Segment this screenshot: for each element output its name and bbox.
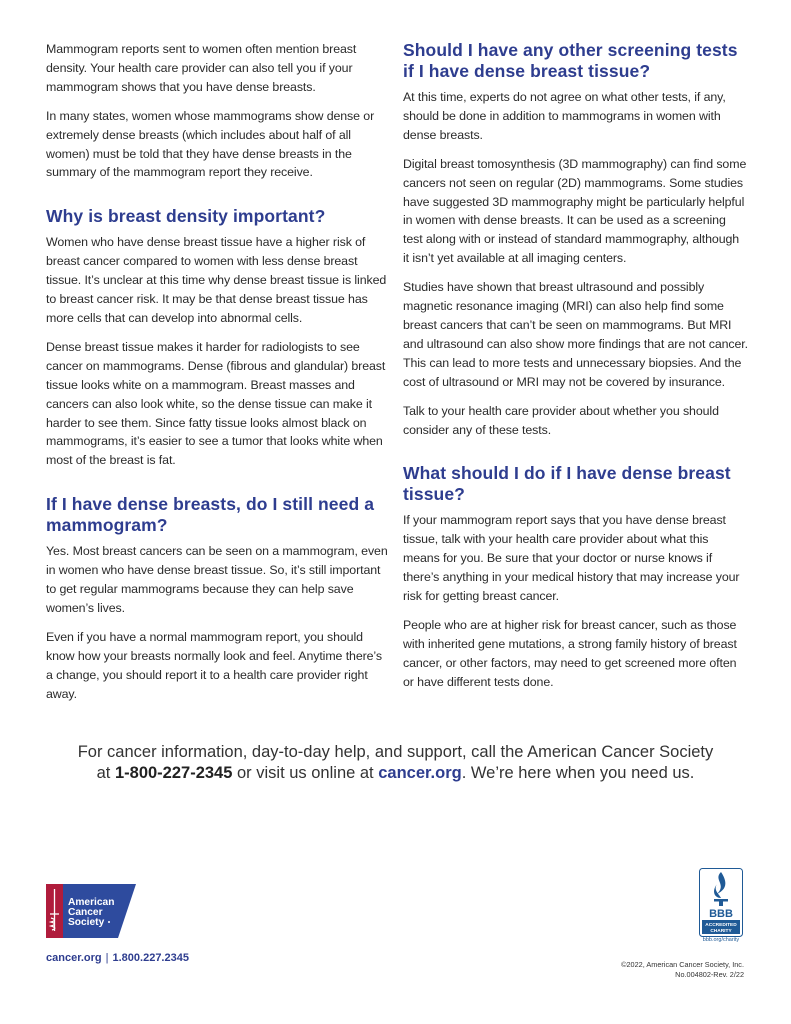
website-link[interactable]: cancer.org	[378, 764, 462, 782]
section-heading-other-tests: Should I have any other screening tests if I have dense breast tissue?	[403, 40, 738, 81]
section-heading-what-to-do: What should I do if I have dense breast tissue?	[403, 463, 731, 505]
section-paragraph: Digital breast tomosynthesis (3D mammography) can find some cancers not seen on regular (2D) mammograms. Some studies have suggested 3D mammography might be particularly helpful in women with dense breasts. It can be used as a screening test along with or instead of standard mammography, although it isn’t yet available at all imaging centers.	[403, 156, 747, 266]
svg-text:BBB: BBB	[709, 908, 733, 920]
section-paragraph: Studies have shown that breast ultrasound and possibly magnetic resonance imaging (MRI) can also help find some breast cancers that can’t be seen on mammograms. But MRI and ultrasound can also show more findings that are not cancer. This can lead to more tests and unnecessary biopsies. And the cost of ultrasound or MRI may not be covered by insurance.	[403, 280, 748, 389]
section-paragraph: Yes. Most breast cancers can be seen on a mammogram, even in women who have dense breast tissue. So, it’s still important to get regular mammograms because they can help save women’s lives.	[46, 544, 388, 615]
bbb-url[interactable]: bbb.org/charity	[702, 937, 740, 943]
section-paragraph: Women who have dense breast tissue have a higher risk of breast cancer compared to women with less dense breast tissue. It’s unclear at this time why dense breast tissue is linked to breast cancer risk. It may be that dense breast tissue has more cells that can develop into abnormal cells.	[46, 235, 387, 325]
section-paragraph: Talk to your health care provider about whether you should consider any of these tests.	[403, 403, 719, 437]
svg-text:ACCREDITED: ACCREDITED	[705, 923, 737, 928]
separator: |	[105, 952, 109, 964]
svg-text:Society: Society	[68, 917, 105, 928]
right-column	[403, 40, 748, 702]
contact-website[interactable]: cancer.org	[46, 952, 102, 964]
section-paragraph: At this time, experts do not agree on what other tests, if any, should be done in addition to mammograms in women with dense breasts.	[403, 90, 726, 142]
svg-text:Cancer: Cancer	[68, 907, 103, 918]
section-heading-importance: Why is breast density important?	[46, 206, 326, 227]
contact-phone[interactable]: 1.800.227.2345	[112, 952, 189, 964]
section-paragraph: If your mammogram report says that you have dense breast tissue, talk with your health care provider about what this means for you. Be sure that your doctor or nurse knows if there’s anything in your medical history that may increase your risk for getting breast cancer.	[403, 513, 740, 604]
svg-text:CHARITY: CHARITY	[710, 929, 732, 934]
intro-paragraph: Mammogram reports sent to women often mention breast density. Your health care provider can also tell you if your mammogram shows that you have dense breasts.	[46, 42, 357, 94]
section-paragraph: People who are at higher risk for breast cancer, such as those with inherited gene mutations, a strong family history of breast cancer, or other factors, may need to get screened more often or have different tests done.	[403, 617, 737, 689]
section-heading-still-need-mammogram: If I have dense breasts, do I still need a mammogram?	[46, 494, 375, 536]
american-cancer-society-logo	[46, 884, 136, 938]
footer-message	[0, 742, 791, 784]
footer-line-1: For cancer information, day-to-day help, and support, call the American Cancer Society	[77, 743, 714, 761]
left-column	[46, 40, 389, 713]
bbb-accredited-charity-seal	[699, 868, 743, 946]
footer-line-2: at 1-800-227-2345 or visit us online at cancer.org. We’re here when you need us.	[96, 764, 695, 782]
copyright: ©2022, American Cancer Society, Inc. No.004802-Rev. 2/22	[621, 960, 744, 979]
section-paragraph: Dense breast tissue makes it harder for radiologists to see cancer on mammograms. Dense (fibrous and glandular) breast tissue looks white on a mammogram. Breast masses and cancers can also look white, so the dense tissue can make it harder to see them. Since fatty tissue looks almost black on mammograms, it’s easier to see a tumor that looks white when most of the breast is fat.	[46, 339, 386, 468]
contact-bar	[46, 952, 189, 964]
section-paragraph: Even if you have a normal mammogram report, you should know how your breasts normally look and feel. Anytime there’s a change, you should report it to a health care provider right away.	[46, 629, 382, 701]
intro-paragraph: In many states, women whose mammograms show dense or extremely dense breasts (which includes about half of all women) must be told that they have dense breasts in the summary of the mammogram report they receive.	[46, 108, 375, 180]
svg-text:American: American	[68, 897, 115, 908]
phone-number[interactable]: 1-800-227-2345	[114, 764, 233, 782]
